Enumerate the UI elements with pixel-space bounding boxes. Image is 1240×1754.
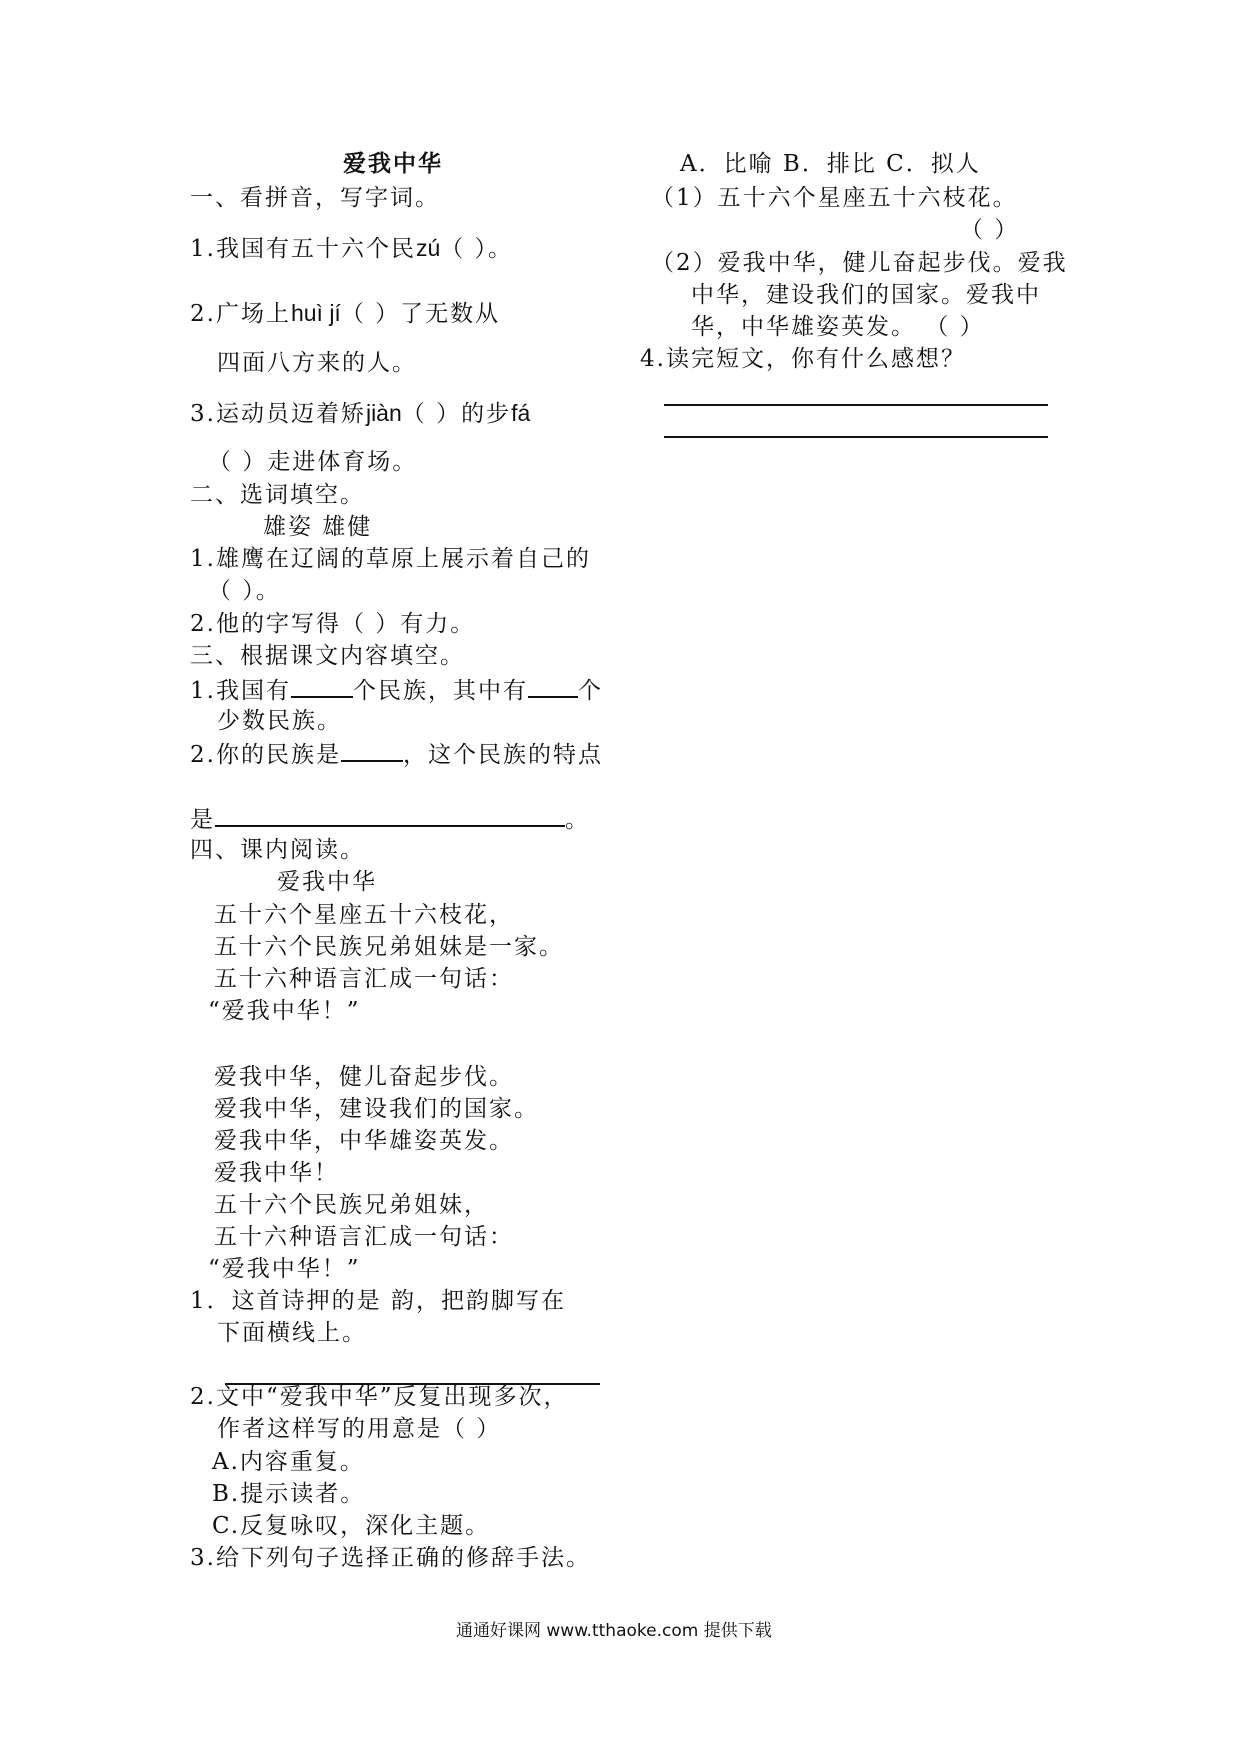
s4-question2-cont: 作者这样写的用意是（ ）	[217, 1416, 502, 1442]
option-a: A.内容重复。	[212, 1449, 365, 1475]
answer-line	[664, 436, 1048, 438]
s1-question1: 1.我国有五十六个民zú（ ）。	[190, 235, 514, 262]
s2-word-choices: 雄姿 雄健	[263, 514, 373, 540]
s4-question1: 1．这首诗押的是 韵，把韵脚写在	[190, 1288, 566, 1314]
section1-heading: 一、看拼音，写字词。	[190, 185, 440, 211]
s4-question3: 3.给下列句子选择正确的修辞手法。	[190, 1545, 591, 1571]
option-b: B.提示读者。	[212, 1481, 366, 1507]
poem-line: 爱我中华，中华雄姿英发。	[214, 1128, 514, 1154]
section3-heading: 三、根据课文内容填空。	[190, 643, 465, 669]
s2-question2: 2.他的字写得（ ）有力。	[190, 611, 476, 637]
s1-question3-cont: （ ）走进体育场。	[208, 449, 418, 475]
s1-question2: 2.广场上huì jí（ ）了无数从	[190, 300, 501, 327]
s4-question1-cont: 下面横线上。	[217, 1320, 367, 1346]
q3-options: A．比喻 B．排比 C．拟人	[680, 151, 981, 177]
poem-line: 爱我中华！	[214, 1160, 339, 1186]
poem-line: 爱我中华，建设我们的国家。	[214, 1096, 539, 1122]
s1-question3: 3.运动员迈着矫jiàn（ ）的步fá	[190, 400, 531, 427]
answer-line	[664, 404, 1048, 406]
option-c: C.反复咏叹，深化主题。	[212, 1513, 491, 1539]
poem-title: 爱我中华	[277, 869, 377, 895]
s3-question1: 1.我国有 个民族，其中有 个	[190, 674, 603, 706]
poem-line: 五十六个星座五十六枝花，	[214, 902, 514, 928]
poem-line: 五十六个民族兄弟姐妹，	[214, 1192, 489, 1218]
section2-heading: 二、选词填空。	[190, 482, 365, 508]
q3-sentence1-blank: （ ）	[960, 217, 1020, 243]
s3-question2-cont: 是 。	[190, 803, 590, 835]
poem-line: 五十六个民族兄弟姐妹是一家。	[214, 934, 564, 960]
q3-sentence2-cont: 华，中华雄姿英发。 （ ）	[691, 314, 985, 340]
s1-question2-cont: 四面八方来的人。	[217, 350, 417, 376]
section4-heading: 四、课内阅读。	[190, 837, 365, 863]
q3-sentence2: （2）爱我中华，健儿奋起步伐。爱我	[651, 250, 1068, 276]
poem-line: 五十六种语言汇成一句话：	[214, 1224, 514, 1250]
page-title: 爱我中华	[343, 150, 443, 177]
s2-question1-blank: （ ）。	[208, 578, 281, 604]
poem-line: 五十六种语言汇成一句话：	[214, 966, 514, 992]
s3-question1-cont: 少数民族。	[217, 708, 342, 734]
q3-sentence1: （1）五十六个星座五十六枝花。	[651, 185, 1018, 211]
poem-line: “爱我中华！”	[208, 998, 361, 1024]
s4-question2: 2.文中“爱我中华”反复出现多次，	[190, 1384, 569, 1410]
poem-line: 爱我中华，健儿奋起步伐。	[214, 1064, 514, 1090]
footer-text: 通通好课网 www.tthaoke.com 提供下载	[456, 1621, 772, 1641]
poem-line: “爱我中华！”	[208, 1256, 361, 1282]
s4-question4: 4.读完短文，你有什么感想？	[640, 346, 966, 372]
q3-sentence2-cont: 中华，建设我们的国家。爱我中	[691, 282, 1041, 308]
s2-question1: 1.雄鹰在辽阔的草原上展示着自己的	[190, 546, 591, 572]
s3-question2: 2.你的民族是 ，这个民族的特点	[190, 738, 603, 770]
